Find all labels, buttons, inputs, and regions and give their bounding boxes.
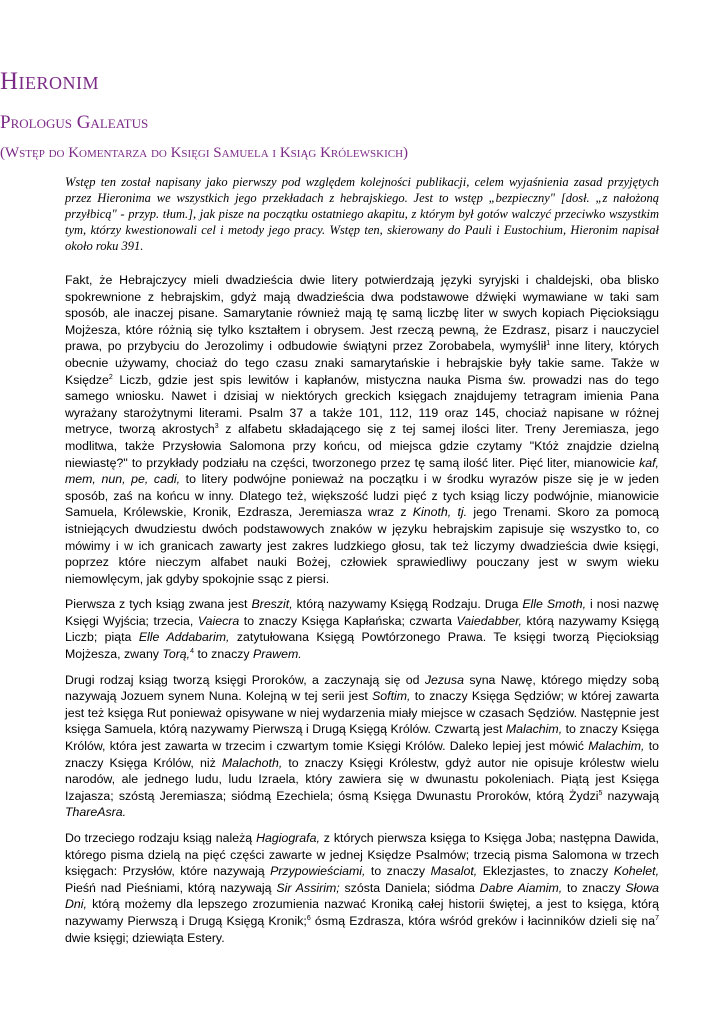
text-run: to znaczy Księga Kapłańska; czwarta [239,613,457,628]
italic-term: Hagiografa, [256,831,320,845]
italic-term: Malachoth, [221,755,283,770]
italic-term: Jezusa [424,672,464,687]
text-run: którą nazywamy Księgą Liczb; piąta [65,613,660,645]
italic-term: Breszit, [251,597,293,612]
italic-term: Prawem. [253,647,302,662]
italic-term: Kinoth, tj. [412,505,468,520]
text-run: Pieśń nad Pieśniami, którą nazywają [65,880,277,895]
text-run: inne litery, których obecnie używamy, chociaż do tego czasu znaki samarytańskie i hebrajskie były takie same. Także w Księdze [65,339,659,387]
text-run: dwie księgi; dziewiąta Estery. [65,930,225,945]
italic-term: Dabre Aiamim, [479,880,563,895]
text-run: to znaczy Księgi Królestw, gdyż autor nie opisuje królestw wielu narodów, ale jednego ludu, ludu Izraela, który zawiera się w dwunastu pokoleniach. Piątą jest Księga Izajasza; szóstą Jeremiasza; siódmą Ezechiela; ósmą Księga Dwunastu Proroków, którą Żydzi [65,755,659,803]
intro-paragraph: Wstęp ten został napisany jako pierwszy pod względem kolejności publikacji, celem wyjaśnienia zasad przyjętych przez Hieronima we wszystkich jego przekładach z hebrajskiego. Jest to wstęp „bezpieczny" [dosł. „z nałożoną przyłbicą" - przyp. tłum.], jak pisze na początku ostatniego akapitu, z którym był gotów walczyć przeciwko wszystkim tym, którzy kwestionowali cel i metody jego pracy. Wstęp ten, skierowany do Pauli i Eustochium, Hieronim napisał około roku 391. [65,175,659,253]
italic-term: Masalot, [430,864,478,879]
italic-term: ThareAsra. [65,805,127,820]
text-run: to znaczy [365,864,431,879]
text-run: syna Nawę, którego między sobą nazywają Jozuem synem Nuna. Kolejną w tej serii jest [65,672,659,704]
text-run: szósta Daniela; siódma [339,880,480,895]
italic-term: kaf, mem, nun, pe, cadi, [65,455,659,487]
footnote-ref[interactable]: 2 [108,373,113,381]
italic-term: Malachim, [588,739,645,754]
body-paragraph [65,272,659,587]
body-text [65,272,659,955]
text-run: to znaczy Księga Sędziów; w której zawarta jest też księga Rut ponieważ opisywane w niej wydarzenia miały miejsce w czasach Sędziów. Następnie jest księga Samuela, którą nazywamy Pierwszą i Drugą Księgą Królów. Czwartą jest [65,689,660,737]
italic-term: Elle Smoth, [522,597,586,612]
text-run: jego Trenami. Skoro za pomocą istniejących dwudziestu dwóch podstawowych znaków w języku hebrajskim zapisuje się wszystko to, co mówimy i w ich granicach zawarty jest zakres ludzkiego głosu, tak też liczymy dwadzieścia dwie księgi, poprzez które nieczym alfabet nauki Bożej, człowiek sprawiedliwy pouczany jest w swym wieku niemowlęcym, jak gdyby spokojnie ssąc z piersi. [65,505,660,586]
text-run: z których pierwsza księga to Księga Joba; następna Dawida, którego pisma dzielą na pięć części zawarte w jednej Księdze Psalmów; trzecią pisma Salomona w trzech księgach: Przysłów, które nazywają [65,831,659,879]
text-run: zatytułowana Księgą Powtórzonego Prawa. Te księgi tworzą Pięcioksiąg Mojżesza, zwany [65,630,659,662]
footnote-ref[interactable]: 7 [655,914,659,922]
italic-term: Vaiedabber, [456,613,522,628]
body-paragraph [65,596,659,662]
italic-term: Przypowieściami, [270,864,366,879]
text-run: którą możemy dla lepszego zrozumienia nazwać Kroniką całej historii świętej, a jest to księga, którą nazywamy Pierwszą i Drugą Księgą Kronik; [65,897,659,928]
footnote-ref[interactable]: 1 [546,340,551,348]
italic-term: Słowa Dni, [65,880,659,912]
body-paragraph [65,830,659,946]
footnote-ref[interactable]: 4 [190,647,195,655]
text-run: Pierwsza z tych ksiąg zwana jest [65,597,252,612]
footnote-ref[interactable]: 3 [214,423,219,431]
italic-term: Softim, [372,689,411,704]
page-description: (Wstęp do Komentarza do Księgi Samuela i Ksiąg Królewskich) [0,145,409,161]
page-title: Hieronim [0,68,100,95]
text-run: Eklezjastes, to znaczy [477,864,614,879]
text-run: Liczb, gdzie jest spis lewitów i kapłanów, mistyczna nauka Pisma św. prowadzi nas do tego samego wniosku. Nawet i dzisiaj w niektórych greckich księgach znajdujemy tetragram imienia Pana wyrażany starożytnymi literami. Psalm 37 a także 101, 112, 119 oraz 145, chociaż napisane w różnej metryce, tworzą akrostych [65,372,659,437]
text-run: Do trzeciego rodzaju ksiąg należą [65,831,257,845]
body-paragraph [65,672,659,821]
italic-term: Vaiecra [197,613,240,628]
text-run: i nosi nazwę Księgi Wyjścia; trzecia, [65,597,659,628]
text-run: Fakt, że Hebrajczycy mieli dwadzieścia dwie litery potwierdzają języki syryjski i chaldejski, oba blisko spokrewnione z hebrajskim, gdyż mają dwadzieścia dwa podstawowe dźwięki wymawiane w taki sam sposób, ale inaczej pisane. Samarytanie również mają tę samą liczbę liter w swych kopiach Pięcioksiągu Mojżesza, które różnią się tylko kształtem i obrysem. Jest rzeczą pewną, że Ezdrasz, pisarz i nauczyciel prawa, po przybyciu do Jerozolimy i odbudowie świątyni przez Zorobabela, wymyślił [65,273,659,354]
text-run: ósmą Ezdrasza, która wśród greków i łacinników dzieli się na [310,913,656,928]
footnote-ref[interactable]: 6 [306,914,311,922]
text-run: to znaczy Księga Królów, niż [65,739,659,770]
italic-term: Malachim, [505,722,563,737]
italic-term: Kohelet, [613,864,659,879]
italic-term: Elle Addabarim, [138,630,230,645]
text-run: to znaczy Księga Królów, która jest zawarta w trzecim i czwartym tomie Księgi Królów. Daleko lepiej jest mówić [65,722,659,754]
text-run: którą nazywamy Księgą Rodzaju. Druga [292,597,523,612]
text-run: to znaczy [562,880,626,895]
italic-term: Sir Assirim; [276,880,340,895]
text-run: to litery podwójne ponieważ na początku i w środku wyrazów pisze się je w jeden sposób, zaś na końcu w inny. Dlatego też, większość ludzi pięć z tych ksiąg liczy podwójnie, mianowicie Samuela, Królewskie, Kronik, Ezdrasza, Jeremiasza wraz z [65,472,659,520]
text-run: nazywają [602,788,660,803]
text-run: z alfabetu składającego się z tej samej ilości liter. Treny Jeremiasza, jego modlitwa, także Przysłowia Salomona przy końcu, od miejsca gdzie czytamy "Któż znajdzie dzielną niewiastę?" to przykłady podziału na części, tworzonego przez tę samą ilość liter. Pięć liter, mianowicie [65,422,659,470]
footnote-ref[interactable]: 5 [598,789,603,797]
page-subtitle: Prologus Galeatus [0,112,149,133]
text-run: to znaczy [194,647,254,662]
text-run: Drugi rodzaj ksiąg tworzą księgi Proroków, a zaczynają się od [65,672,425,687]
italic-term: Torą, [162,647,191,662]
